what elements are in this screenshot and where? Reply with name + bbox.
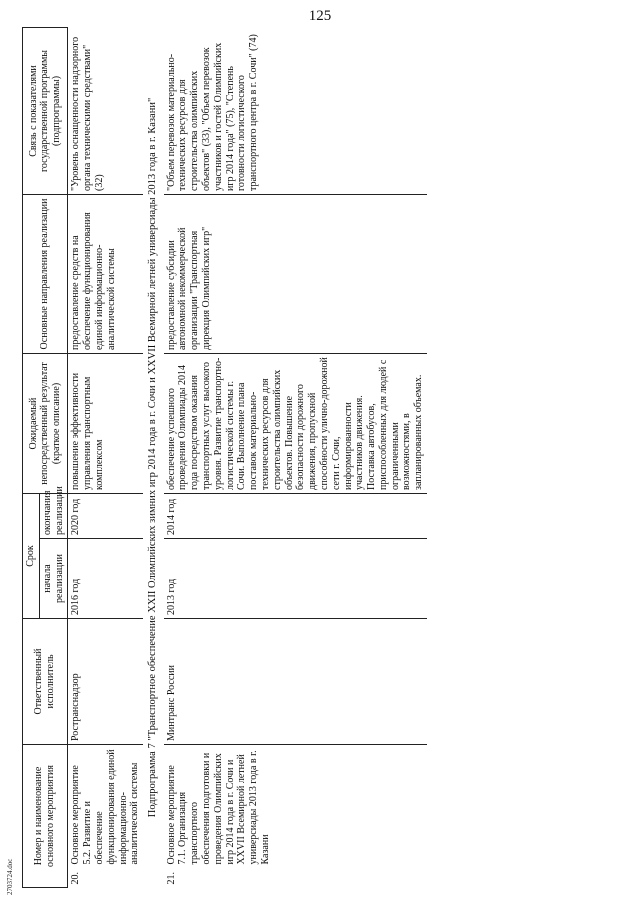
header-end: окончания реализации	[39, 494, 68, 539]
main-directions: предоставление средств на обеспечение функционирования единой информационно-аналитической системы	[68, 195, 143, 354]
header-link: Связь с показателями государственной программы (подпрограммы)	[23, 28, 68, 195]
rotated-table-sheet	[22, 28, 638, 888]
header-num-name: Номер и наименование основного мероприятия	[23, 745, 68, 888]
activities-table	[22, 27, 427, 888]
expected-result: обеспечение успешного проведения Олимпиады 2014 года посредством оказания транспортных услуг высокого уровня. Развитие транспортно-логистической системы г. Сочи. Выполнение плана поставок материально-технических ресурсов для строительства олимпийских объектов. Повышение безопасности дорожного движения, пропускной способности улично-дорожной сети г. Сочи, информированности участников движения. Поставка автобусов, приспособленных для людей с ограниченными возможностями, в запланированных объемах.	[164, 354, 428, 494]
indicator-link: "Уровень оснащенности надзорного органа техническими средствами" (32)	[68, 28, 143, 195]
header-directions: Основные направления реализации	[23, 195, 68, 354]
table-row	[164, 28, 428, 888]
start-date: 2013 год	[164, 539, 428, 619]
main-directions: предоставление субсидии автономной некоммерческой организации "Транспортная дирекция Олимпийских игр"	[164, 195, 428, 354]
end-date: 2014 год	[164, 494, 428, 539]
activity-name: Основное мероприятие 7.1. Организация транспортного обеспечения подготовки и проведения Олимпийских игр 2014 года в г. Сочи и XXVII Всемирной летней универсиады 2013 года в г. Казани	[165, 750, 271, 865]
subprogram-heading: Подпрограмма 7 "Транспортное обеспечение XXII Олимпийских зимних игр 2014 года в г. Сочи и XXVII Всемирной летней универсиады 2013 года в г. Казани"	[147, 97, 159, 818]
table-row	[68, 28, 143, 888]
row-number: 20.	[70, 872, 82, 885]
header-term: Срок	[23, 494, 40, 619]
responsible-executor: Ространснадзор	[68, 619, 143, 745]
activity-name: Основное мероприятие 5.2. Развитие и обеспечение функционирования единой информационно-аналитической системы	[70, 749, 141, 865]
table-header	[23, 28, 68, 888]
responsible-executor: Минтранс России	[164, 619, 428, 745]
row-number: 21.	[165, 872, 177, 885]
start-date: 2016 год	[68, 539, 143, 619]
indicator-link: "Объем перевозок материально-технических ресурсов для строительства олимпийских объектов" (33), "Объем перевозок участников и гостей Олимпийских игр 2014 года" (75), "Степень готовности логистического транспортного центра в г. Сочи" (74)	[164, 28, 428, 195]
page-number: 125	[308, 8, 332, 24]
subprogram-row	[143, 28, 163, 888]
document-id: 2703724.doc	[6, 858, 14, 895]
header-start: начала реализации	[39, 539, 68, 619]
header-responsible: Ответственный исполнитель	[23, 619, 68, 745]
expected-result: повышение эффективности управления транспортным комплексом	[68, 354, 143, 494]
header-result: Ожидаемый непосредственный результат (краткое описание)	[23, 354, 68, 494]
end-date: 2020 год	[68, 494, 143, 539]
